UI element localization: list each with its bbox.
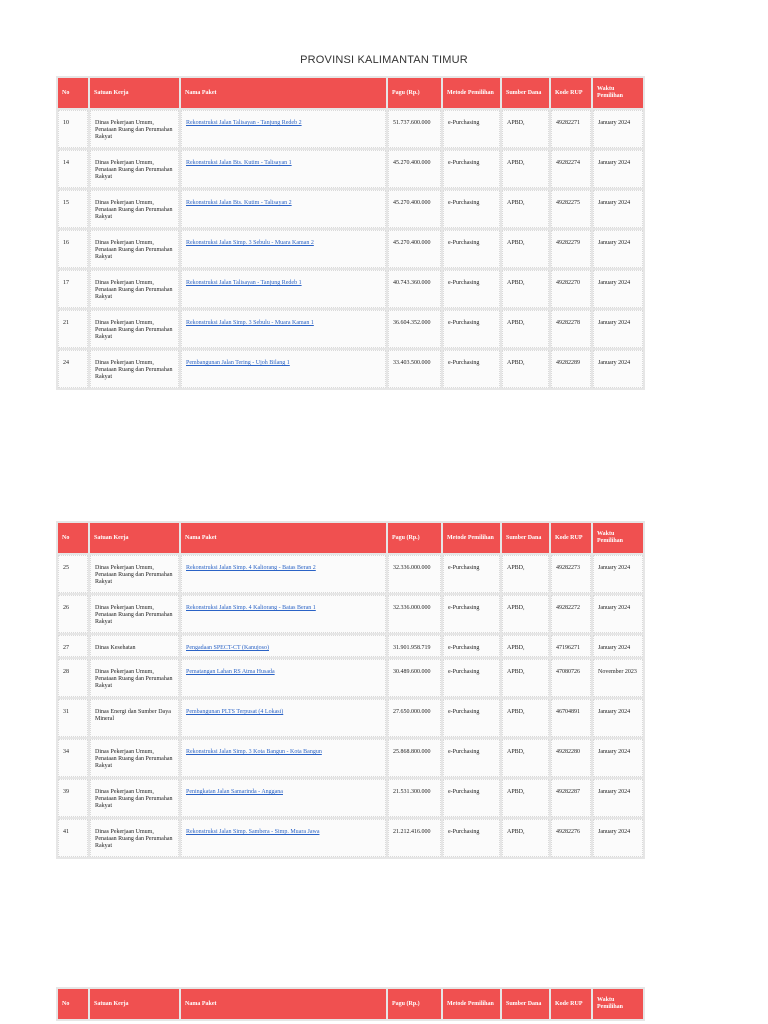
cell-metode-pemilihan: e-Purchasing bbox=[443, 150, 500, 188]
nama-paket-link[interactable]: Pematangan Lahan RS Atma Husada bbox=[186, 669, 275, 675]
cell-nama-paket-link bbox=[181, 350, 386, 388]
cell-nama-paket-link bbox=[181, 699, 386, 737]
column-header-row-number: No bbox=[58, 78, 88, 108]
cell-kode-rup: 46704891 bbox=[551, 699, 591, 737]
cell-satuan-kerja: Dinas Pekerjaan Umum, Penataan Ruang dan Perumahan Rakyat bbox=[90, 555, 179, 593]
cell-satuan-kerja: Dinas Pekerjaan Umum, Penataan Ruang dan Perumahan Rakyat bbox=[90, 270, 179, 308]
nama-paket-link[interactable]: Rekonstruksi Jalan Talisayan - Tanjung Redeb 1 bbox=[186, 280, 302, 286]
cell-metode-pemilihan: e-Purchasing bbox=[443, 555, 500, 593]
rup-table-3 bbox=[56, 987, 645, 1021]
cell-metode-pemilihan: e-Purchasing bbox=[443, 190, 500, 228]
cell-satuan-kerja: Dinas Pekerjaan Umum, Penataan Ruang dan Perumahan Rakyat bbox=[90, 310, 179, 348]
table-row bbox=[58, 150, 643, 188]
column-header-kode-rup: Kode RUP bbox=[551, 523, 591, 553]
cell-nama-paket-link bbox=[181, 230, 386, 268]
cell-waktu-pemilihan: January 2024 bbox=[593, 555, 643, 593]
nama-paket-link[interactable]: Rekonstruksi Jalan Simp. 3 Sebulu - Muara Kaman 1 bbox=[186, 320, 314, 326]
column-header-nama-paket-link: Nama Paket bbox=[181, 523, 386, 553]
cell-satuan-kerja: Dinas Kesehatan bbox=[90, 635, 179, 657]
cell-metode-pemilihan: e-Purchasing bbox=[443, 350, 500, 388]
cell-satuan-kerja: Dinas Pekerjaan Umum, Penataan Ruang dan Perumahan Rakyat bbox=[90, 230, 179, 268]
cell-kode-rup: 49282273 bbox=[551, 555, 591, 593]
table-header-row bbox=[58, 78, 643, 108]
cell-nama-paket-link bbox=[181, 190, 386, 228]
cell-pagu: 27.650.000.000 bbox=[388, 699, 441, 737]
cell-row-number: 39 bbox=[58, 779, 88, 817]
nama-paket-link[interactable]: Pembangunan PLTS Terpusat (4 Lokasi) bbox=[186, 709, 284, 715]
cell-sumber-dana: APBD, bbox=[502, 739, 549, 777]
cell-pagu: 32.336.000.000 bbox=[388, 595, 441, 633]
cell-satuan-kerja: Dinas Pekerjaan Umum, Penataan Ruang dan Perumahan Rakyat bbox=[90, 190, 179, 228]
cell-waktu-pemilihan: November 2023 bbox=[593, 659, 643, 697]
cell-sumber-dana: APBD, bbox=[502, 150, 549, 188]
cell-pagu: 25.868.800.000 bbox=[388, 739, 441, 777]
cell-kode-rup: 49282271 bbox=[551, 110, 591, 148]
column-header-metode-pemilihan: Metode Pemilihan bbox=[443, 78, 500, 108]
column-header-sumber-dana: Sumber Dana bbox=[502, 523, 549, 553]
cell-kode-rup: 49282278 bbox=[551, 310, 591, 348]
cell-waktu-pemilihan: January 2024 bbox=[593, 699, 643, 737]
cell-sumber-dana: APBD, bbox=[502, 310, 549, 348]
cell-satuan-kerja: Dinas Pekerjaan Umum, Penataan Ruang dan Perumahan Rakyat bbox=[90, 150, 179, 188]
table-row bbox=[58, 699, 643, 737]
cell-row-number: 31 bbox=[58, 699, 88, 737]
table-row bbox=[58, 779, 643, 817]
column-header-row-number: No bbox=[58, 523, 88, 553]
table-row bbox=[58, 350, 643, 388]
cell-row-number: 27 bbox=[58, 635, 88, 657]
column-header-kode-rup: Kode RUP bbox=[551, 989, 591, 1019]
cell-row-number: 26 bbox=[58, 595, 88, 633]
cell-waktu-pemilihan: January 2024 bbox=[593, 595, 643, 633]
cell-kode-rup: 49282270 bbox=[551, 270, 591, 308]
table-row bbox=[58, 595, 643, 633]
cell-waktu-pemilihan: January 2024 bbox=[593, 819, 643, 857]
rup-table-2 bbox=[56, 521, 645, 859]
nama-paket-link[interactable]: Rekonstruksi Jalan Bts. Kutim - Talisayan 1 bbox=[186, 160, 292, 166]
page-title: PROVINSI KALIMANTAN TIMUR bbox=[300, 54, 468, 66]
column-header-kode-rup: Kode RUP bbox=[551, 78, 591, 108]
cell-sumber-dana: APBD, bbox=[502, 270, 549, 308]
cell-kode-rup: 49282289 bbox=[551, 350, 591, 388]
nama-paket-link[interactable]: Rekonstruksi Jalan Simp. 4 Kaliorang - Batas Beran 2 bbox=[186, 565, 316, 571]
cell-waktu-pemilihan: January 2024 bbox=[593, 310, 643, 348]
cell-row-number: 24 bbox=[58, 350, 88, 388]
cell-nama-paket-link bbox=[181, 270, 386, 308]
column-header-waktu-pemilihan: Waktu Pemilihan bbox=[593, 989, 643, 1019]
cell-waktu-pemilihan: January 2024 bbox=[593, 230, 643, 268]
cell-nama-paket-link bbox=[181, 595, 386, 633]
cell-waktu-pemilihan: January 2024 bbox=[593, 635, 643, 657]
cell-row-number: 34 bbox=[58, 739, 88, 777]
cell-pagu: 40.743.360.000 bbox=[388, 270, 441, 308]
column-header-waktu-pemilihan: Waktu Pemilihan bbox=[593, 78, 643, 108]
cell-row-number: 15 bbox=[58, 190, 88, 228]
cell-row-number: 14 bbox=[58, 150, 88, 188]
table-row bbox=[58, 110, 643, 148]
cell-kode-rup: 47080726 bbox=[551, 659, 591, 697]
cell-nama-paket-link bbox=[181, 739, 386, 777]
cell-waktu-pemilihan: January 2024 bbox=[593, 739, 643, 777]
column-header-metode-pemilihan: Metode Pemilihan bbox=[443, 989, 500, 1019]
cell-satuan-kerja: Dinas Pekerjaan Umum, Penataan Ruang dan Perumahan Rakyat bbox=[90, 110, 179, 148]
cell-kode-rup: 49282275 bbox=[551, 190, 591, 228]
cell-waktu-pemilihan: January 2024 bbox=[593, 350, 643, 388]
cell-sumber-dana: APBD, bbox=[502, 635, 549, 657]
cell-metode-pemilihan: e-Purchasing bbox=[443, 110, 500, 148]
cell-sumber-dana: APBD, bbox=[502, 110, 549, 148]
cell-nama-paket-link bbox=[181, 659, 386, 697]
cell-satuan-kerja: Dinas Pekerjaan Umum, Penataan Ruang dan Perumahan Rakyat bbox=[90, 819, 179, 857]
cell-row-number: 16 bbox=[58, 230, 88, 268]
cell-sumber-dana: APBD, bbox=[502, 699, 549, 737]
column-header-satuan-kerja: Satuan Kerja bbox=[90, 989, 179, 1019]
cell-pagu: 45.270.400.000 bbox=[388, 190, 441, 228]
cell-metode-pemilihan: e-Purchasing bbox=[443, 635, 500, 657]
table-row bbox=[58, 230, 643, 268]
cell-pagu: 45.270.400.000 bbox=[388, 150, 441, 188]
cell-waktu-pemilihan: January 2024 bbox=[593, 110, 643, 148]
cell-row-number: 41 bbox=[58, 819, 88, 857]
column-header-row-number: No bbox=[58, 989, 88, 1019]
cell-nama-paket-link bbox=[181, 110, 386, 148]
cell-metode-pemilihan: e-Purchasing bbox=[443, 310, 500, 348]
cell-kode-rup: 49282279 bbox=[551, 230, 591, 268]
column-header-sumber-dana: Sumber Dana bbox=[502, 78, 549, 108]
column-header-nama-paket-link: Nama Paket bbox=[181, 78, 386, 108]
nama-paket-link[interactable]: Pembangunan Jalan Tering - Ujoh Bilang 1 bbox=[186, 360, 290, 366]
cell-metode-pemilihan: e-Purchasing bbox=[443, 779, 500, 817]
table-row bbox=[58, 635, 643, 657]
nama-paket-link[interactable]: Peningkatan Jalan Samarinda - Anggana bbox=[186, 789, 283, 795]
cell-waktu-pemilihan: January 2024 bbox=[593, 270, 643, 308]
cell-satuan-kerja: Dinas Pekerjaan Umum, Penataan Ruang dan Perumahan Rakyat bbox=[90, 350, 179, 388]
cell-nama-paket-link bbox=[181, 310, 386, 348]
cell-nama-paket-link bbox=[181, 555, 386, 593]
cell-sumber-dana: APBD, bbox=[502, 230, 549, 268]
column-header-metode-pemilihan: Metode Pemilihan bbox=[443, 523, 500, 553]
cell-pagu: 30.489.600.000 bbox=[388, 659, 441, 697]
cell-kode-rup: 47196271 bbox=[551, 635, 591, 657]
cell-row-number: 17 bbox=[58, 270, 88, 308]
cell-waktu-pemilihan: January 2024 bbox=[593, 190, 643, 228]
cell-kode-rup: 49282274 bbox=[551, 150, 591, 188]
nama-paket-link[interactable]: Rekonstruksi Jalan Talisayan - Tanjung Redeb 2 bbox=[186, 120, 302, 126]
table-row bbox=[58, 190, 643, 228]
cell-pagu: 33.403.500.000 bbox=[388, 350, 441, 388]
cell-pagu: 51.737.600.000 bbox=[388, 110, 441, 148]
cell-sumber-dana: APBD, bbox=[502, 595, 549, 633]
table-row bbox=[58, 310, 643, 348]
cell-pagu: 21.531.300.000 bbox=[388, 779, 441, 817]
cell-waktu-pemilihan: January 2024 bbox=[593, 779, 643, 817]
nama-paket-link[interactable]: Rekonstruksi Jalan Simp. 3 Kota Bangun - Kota Bangun bbox=[186, 749, 322, 755]
table-row bbox=[58, 555, 643, 593]
column-header-satuan-kerja: Satuan Kerja bbox=[90, 523, 179, 553]
cell-sumber-dana: APBD, bbox=[502, 779, 549, 817]
cell-sumber-dana: APBD, bbox=[502, 555, 549, 593]
column-header-satuan-kerja: Satuan Kerja bbox=[90, 78, 179, 108]
column-header-waktu-pemilihan: Waktu Pemilihan bbox=[593, 523, 643, 553]
nama-paket-link[interactable]: Rekonstruksi Jalan Simp. 3 Sebulu - Muara Kaman 2 bbox=[186, 240, 314, 246]
cell-row-number: 25 bbox=[58, 555, 88, 593]
cell-kode-rup: 49282272 bbox=[551, 595, 591, 633]
cell-satuan-kerja: Dinas Pekerjaan Umum, Penataan Ruang dan Perumahan Rakyat bbox=[90, 659, 179, 697]
cell-pagu: 21.212.416.000 bbox=[388, 819, 441, 857]
cell-nama-paket-link bbox=[181, 150, 386, 188]
cell-pagu: 36.604.352.000 bbox=[388, 310, 441, 348]
column-header-sumber-dana: Sumber Dana bbox=[502, 989, 549, 1019]
nama-paket-link[interactable]: Pengadaan SPECT-CT (Kanujoso) bbox=[186, 645, 269, 651]
column-header-pagu: Pagu (Rp.) bbox=[388, 523, 441, 553]
table-row bbox=[58, 819, 643, 857]
cell-satuan-kerja: Dinas Pekerjaan Umum, Penataan Ruang dan Perumahan Rakyat bbox=[90, 779, 179, 817]
nama-paket-link[interactable]: Rekonstruksi Jalan Simp. Sambera - Simp. Muara Jawa bbox=[186, 829, 320, 835]
cell-metode-pemilihan: e-Purchasing bbox=[443, 270, 500, 308]
cell-nama-paket-link bbox=[181, 779, 386, 817]
cell-satuan-kerja: Dinas Pekerjaan Umum, Penataan Ruang dan Perumahan Rakyat bbox=[90, 595, 179, 633]
cell-pagu: 45.270.400.000 bbox=[388, 230, 441, 268]
cell-sumber-dana: APBD, bbox=[502, 659, 549, 697]
cell-metode-pemilihan: e-Purchasing bbox=[443, 595, 500, 633]
cell-kode-rup: 49282276 bbox=[551, 819, 591, 857]
cell-metode-pemilihan: e-Purchasing bbox=[443, 819, 500, 857]
cell-pagu: 31.901.958.719 bbox=[388, 635, 441, 657]
cell-metode-pemilihan: e-Purchasing bbox=[443, 230, 500, 268]
table-header-row bbox=[58, 523, 643, 553]
table-row bbox=[58, 739, 643, 777]
nama-paket-link[interactable]: Rekonstruksi Jalan Simp. 4 Kaliorang - Batas Beran 1 bbox=[186, 605, 316, 611]
cell-metode-pemilihan: e-Purchasing bbox=[443, 699, 500, 737]
column-header-nama-paket-link: Nama Paket bbox=[181, 989, 386, 1019]
table-header-row bbox=[58, 989, 643, 1019]
column-header-pagu: Pagu (Rp.) bbox=[388, 78, 441, 108]
cell-row-number: 10 bbox=[58, 110, 88, 148]
cell-metode-pemilihan: e-Purchasing bbox=[443, 659, 500, 697]
cell-row-number: 21 bbox=[58, 310, 88, 348]
cell-sumber-dana: APBD, bbox=[502, 350, 549, 388]
column-header-pagu: Pagu (Rp.) bbox=[388, 989, 441, 1019]
cell-sumber-dana: APBD, bbox=[502, 190, 549, 228]
cell-nama-paket-link bbox=[181, 819, 386, 857]
table-row bbox=[58, 270, 643, 308]
table-row bbox=[58, 659, 643, 697]
cell-row-number: 28 bbox=[58, 659, 88, 697]
cell-pagu: 32.336.000.000 bbox=[388, 555, 441, 593]
cell-metode-pemilihan: e-Purchasing bbox=[443, 739, 500, 777]
rup-table-1 bbox=[56, 76, 645, 390]
cell-waktu-pemilihan: January 2024 bbox=[593, 150, 643, 188]
cell-satuan-kerja: Dinas Energi dan Sumber Daya Mineral bbox=[90, 699, 179, 737]
cell-satuan-kerja: Dinas Pekerjaan Umum, Penataan Ruang dan Perumahan Rakyat bbox=[90, 739, 179, 777]
nama-paket-link[interactable]: Rekonstruksi Jalan Bts. Kutim - Talisayan 2 bbox=[186, 200, 292, 206]
cell-nama-paket-link bbox=[181, 635, 386, 657]
cell-kode-rup: 49282287 bbox=[551, 779, 591, 817]
cell-kode-rup: 49282280 bbox=[551, 739, 591, 777]
cell-sumber-dana: APBD, bbox=[502, 819, 549, 857]
